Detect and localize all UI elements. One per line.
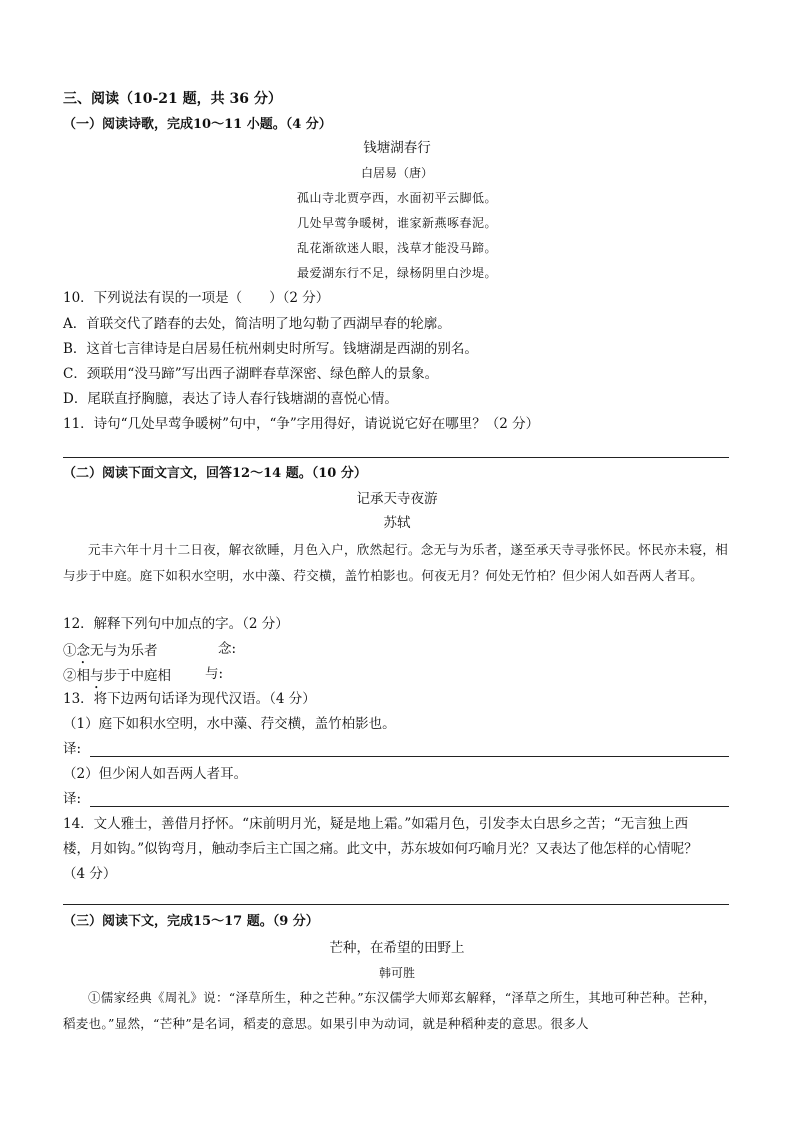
part1-heading: （一）阅读诗歌，完成10～11 小题。（4 分） (63, 117, 332, 132)
text-author: 苏轼 (383, 515, 411, 531)
article-paragraph-1: ①儒家经典《周礼》说：“泽草所生，种之芒种。”东汉儒学大师郑玄解释，“泽草之所生，其地可种芒种。芒种，稻麦也。”显然，“芒种”是名词，稻麦的意思。如果引申为动词，就是种稻种麦的意思。很多人 (63, 990, 717, 1031)
dotted-char: 念 (76, 643, 90, 659)
q12-item-1-prefix: ① (63, 643, 77, 659)
question-14-line-2: 楼，月如钩。”似钩弯月，触动李后主亡国之痛。此文中，苏东坡如何巧喻月光？又表达了他怎样的心情呢？ (63, 841, 698, 857)
classical-text-body: 元丰六年十月十二日夜，解衣欲睡，月色入户，欣然起行。念无与为乐者，遂至承天寺寻张怀民。怀民亦未寝，相与步于中庭。庭下如积水空明，水中藻、荇交横，盖竹柏影也。何夜无月？何处无竹柏？但少闲人如吾两人者耳。 (63, 542, 729, 583)
answer-line (63, 904, 729, 905)
question-14-line-3: （4 分） (63, 866, 117, 882)
section-heading: 三、阅读（10-21 题，共 36 分） (63, 91, 282, 107)
q12-item-1-answer-label: 念: (218, 641, 237, 657)
article-title: 芒种，在希望的田野上 (329, 940, 465, 956)
translate-answer-line-2[interactable] (90, 806, 729, 807)
q10-option-c: C．颈联用“没马蹄”写出西子湖畔春草深密、绿色醉人的景象。 (63, 366, 439, 382)
q10-option-a: A．首联交代了踏春的去处，简洁明了地勾勒了西湖早春的轮廓。 (63, 316, 451, 332)
poem-line-4: 最爱湖东行不足，绿杨阴里白沙堤。 (296, 266, 497, 280)
q12-item-1 (63, 643, 158, 667)
translate-answer-line-1[interactable] (90, 756, 729, 757)
q12-item-1-rest: 无与为乐者 (90, 643, 158, 659)
part2-heading: （二）阅读下面文言文，回答12～14 题。（10 分） (63, 466, 367, 481)
q12-item-2 (63, 668, 171, 692)
q12-item-2-rest: 步于中庭相 (103, 668, 171, 684)
article-author: 韩可胜 (378, 966, 415, 980)
q12-item-2-prefix: ②相 (63, 668, 90, 684)
dotted-char: 与 (90, 668, 104, 684)
question-13: 13．将下边两句话译为现代汉语。（4 分） (63, 691, 316, 707)
q10-option-b: B．这首七言律诗是白居易任杭州刺史时所写。钱塘湖是西湖的别名。 (63, 341, 478, 357)
text-title: 记承天寺夜游 (356, 491, 438, 507)
part3-heading: （三）阅读下文，完成15～17 题。（9 分） (63, 914, 319, 929)
poem-line-3: 乱花渐欲迷人眼，浅草才能没马蹄。 (296, 241, 497, 255)
answer-line (63, 457, 729, 458)
translate-label-1: 译: (63, 741, 82, 757)
poem-line-2: 几处早莺争暖树，谁家新燕啄春泥。 (296, 216, 497, 230)
question-14-line-1: 14．文人雅士，善借月抒怀。“床前明月光，疑是地上霜。”如霜月色，引发李太白思乡之苦；“无言独上西 (63, 816, 689, 832)
poem-line-1: 孤山寺北贾亭西，水面初平云脚低。 (296, 191, 497, 205)
q13-sentence-2: （2）但少闲人如吾两人者耳。 (63, 766, 248, 782)
question-11: 11．诗句“几处早莺争暖树”句中，“争”字用得好，请说说它好在哪里？（2 分） (63, 416, 540, 432)
poem-author: 白居易（唐） (360, 166, 433, 180)
question-10: 10．下列说法有误的一项是（ ）（2 分） (63, 290, 330, 306)
poem-title: 钱塘湖春行 (363, 140, 431, 156)
question-12: 12．解释下列句中加点的字。（2 分） (63, 616, 289, 632)
q12-item-2-answer-label: 与: (205, 666, 224, 682)
q13-sentence-1: （1）庭下如积水空明，水中藻、荇交横，盖竹柏影也。 (63, 716, 396, 732)
translate-label-2: 译: (63, 791, 82, 807)
q10-option-d: D．尾联直抒胸臆，表达了诗人春行钱塘湖的喜悦心情。 (63, 391, 398, 407)
